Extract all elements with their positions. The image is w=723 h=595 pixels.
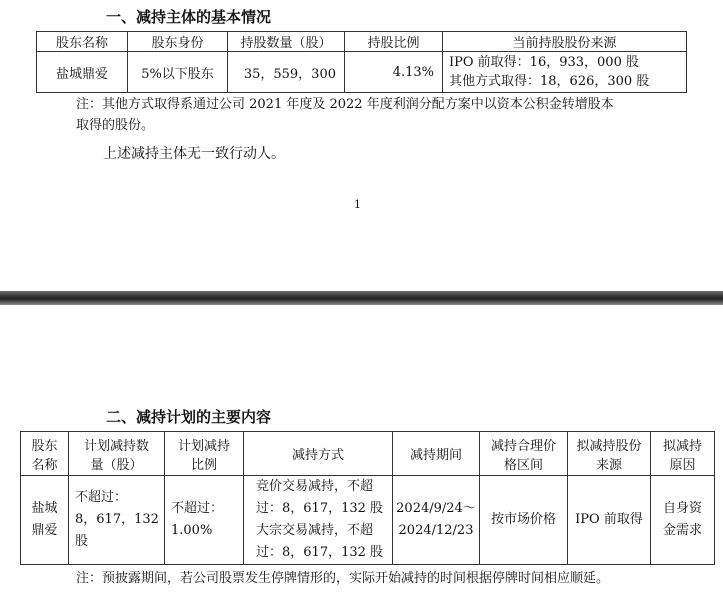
section1-heading: 一、减持主体的基本情况 [106,8,272,26]
col-header-holder-name: 股东 名称 [21,432,69,476]
page-separator [0,291,723,305]
col-header-share-ratio: 持股比例 [345,32,443,52]
cell-share-count: 35，559，300 [228,52,345,93]
cell-share-source [443,52,687,93]
note-line-2: 取得的股份。 [76,118,155,133]
col-header-plan-ratio: 计划减持 比例 [165,432,244,476]
section2-note: 注：预披露期间，若公司股票发生停牌情形的，实际开始减持的时间根据停牌时间相应顺延。 [76,571,610,586]
cell-holder-name: 盐城鼎爱 [37,52,128,93]
col-header-holder-identity: 股东身份 [128,32,228,52]
cell-period: 2024/9/24～ 2024/12/23 [393,476,480,565]
cell-holder-name: 盐城 鼎爱 [21,476,69,565]
section2-heading: 二、减持计划的主要内容 [106,408,272,426]
col-header-plan-quantity: 计划减持数 量（股） [69,432,165,476]
share-source-other: 其他方式取得：18，626，300 股 [449,74,650,89]
share-source-ipo: IPO 前取得：16，933，000 股 [449,55,639,70]
section1-note [76,94,696,136]
col-header-holder-name: 股东名称 [37,32,128,52]
cell-method: 竞价交易减持，不超 过：8，617，132 股 大宗交易减持，不超 过：8，617，132 股 [244,476,393,565]
page-number: 1 [354,198,361,211]
cell-price-range: 按市场价格 [480,476,568,565]
table-header-row [21,432,715,476]
col-header-period: 减持期间 [393,432,480,476]
col-header-method: 减持方式 [244,432,393,476]
cell-plan-ratio: 不超过： 1.00% [165,476,244,565]
table-row [21,476,715,565]
note-line-1: 注：其他方式取得系通过公司 2021 年度及 2022 年度利润分配方案中以资本公积金转增股本 [76,97,614,112]
col-header-share-source: 当前持股股份来源 [443,32,687,52]
cell-share-ratio: 4.13% [345,52,443,93]
cell-share-source: IPO 前取得 [568,476,651,565]
col-header-share-source: 拟减持股份 来源 [568,432,651,476]
table-row [37,52,687,93]
holder-basic-table [36,31,687,93]
col-header-share-count: 持股数量（股） [228,32,345,52]
cell-plan-quantity: 不超过： 8，617，132 股 [69,476,165,565]
cell-holder-identity: 5%以下股东 [128,52,228,93]
cell-reason: 自身资 金需求 [651,476,715,565]
col-header-reason: 拟减持 原因 [651,432,715,476]
concert-statement: 上述减持主体无一致行动人。 [103,146,285,162]
reduction-plan-table [20,431,715,565]
table-header-row [37,32,687,52]
col-header-price-range: 减持合理价 格区间 [480,432,568,476]
